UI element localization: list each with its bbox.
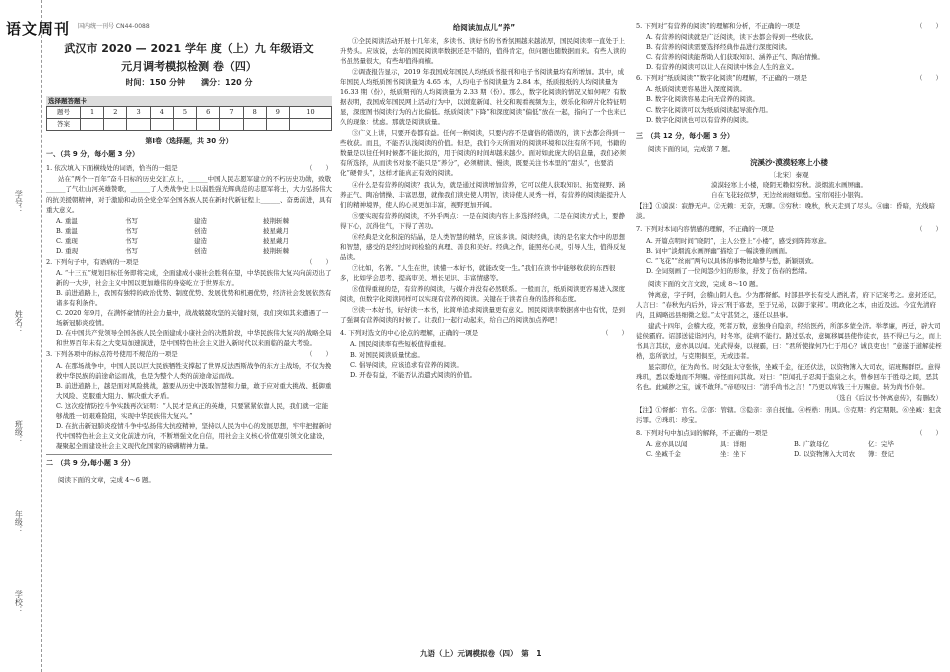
classical-intro: 阅读下面的文言文段，完成 8～10 题。 <box>648 279 763 288</box>
question-8-stem: 8. 下列对句中加点词的解释，不正确的一项是 <box>636 428 768 437</box>
question-7-stem: 7. 下列对本词内容情感的理解，不正确的一项是 <box>636 225 775 234</box>
section-2-heading: 二 （共 9 分,每小题 3 分） <box>46 459 135 468</box>
question-3-stem: 3. 下列各项中的标点符号使用不规范的一项是 <box>46 350 178 359</box>
classical-para: 钟离意，字子阿，会稽山阴人也。少为郡督邮。时部县亭长有受人酒礼者，府下记案考之。意封还记，人言曰：“春秋先内后外，诗云‘刑于寡妻，至于兄弟，以御于家邦’。明政化之本，由近及远。今宜先清府内，且阔略远县细微之愆。”太守甚贤之，遂任以县事。 <box>636 290 941 319</box>
answer-table-number: 2 <box>104 106 127 118</box>
question-6 <box>636 73 942 83</box>
poem-intro: 阅读下面的词，完成第 7 题。 <box>648 145 735 154</box>
q6-option-b: B. 数字化阅读容易走向无营养的阅读。 <box>646 95 759 104</box>
q2-option-c: C. 2020 年9月，在满怀豪情的社会力量中，战战兢兢攻坚的关键时刻，我们突如其来遭遇了一场新冠肺炎疫情。 <box>56 309 329 328</box>
answer-paren: （ ） <box>916 225 942 234</box>
q1-option-c-w4: 披星戴月 <box>263 236 289 245</box>
q1-option-b-w1: B. 重温 <box>56 226 78 235</box>
answer-table-number: 7 <box>220 106 243 118</box>
q8-option-d: D. 以资物簿入大司农 <box>794 449 856 458</box>
q4-option-c: C. 倡导阅读，应该追求有营养的阅读。 <box>350 360 463 369</box>
classical-para: 建武十四年，会稽大疫，死者万数，意独身自隐亲，经给医药，所部多蒙全济。举孝廉，再迁，辟大司徒侯霸府。诏部送徒诣河内，时冬寒，徒病不能行。路过弘农，意辄移属县使作徒衣，县不得已与之，而上书具言其状，意亦具以闻。光武得奏，以视霸，曰：“君所使掾何乃仁于用心？诚良吏也！”意遂于道解徒桎梏，恣所欲过，与克期俱至，无或违者。 <box>636 322 942 361</box>
question-5 <box>636 21 942 31</box>
exam-title-line1: 武汉市 2020 — 2021 学年 度（上）九 年级语文 <box>64 42 314 55</box>
answer-table-number: 6 <box>197 106 220 118</box>
answer-table-caption: 选择题答题卡 <box>46 96 332 106</box>
poem-line: 自在飞花轻似梦，无边丝雨细如愁。宝帘闲挂小银钩。 <box>711 191 867 200</box>
answer-cell[interactable] <box>81 118 104 130</box>
article-para: ⑨读一本好书，好好读一本书，比简单追求阅读量更有意义。国民阅读率数据喜中也有忧，是到了强调有营养阅读的时候了。让我们一起行动起来，给自己的阅读加点养吧！ <box>340 306 625 325</box>
q1-option-a-w2: 书写 <box>125 216 138 225</box>
column-3 <box>636 20 942 459</box>
q8-option-c-gloss: 坐：坐下 <box>720 449 746 458</box>
q2-option-b: B. 前进道路上，我国有独特的政治优势、制度优势、发展优势和机遇优势，经济社会发展依然有诸多有利条件。 <box>56 289 332 308</box>
q2-option-a: A. “十三五”规划目标任务即将完成，全面建成小康社会胜利在望，中华民族伟大复兴向前迈出了新的一大步，社会主义中国以更加雄伟的身姿屹立于世界东方。 <box>56 268 332 288</box>
answer-table-number: 9 <box>266 106 289 118</box>
article-para: ④什么是有营养的阅读？我认为，就是通过阅读增加营养，它可以使人获取知识、拓宽视野、涵养正气、陶冶情操、丰富思想，就像我们读史使人明智，读诗使人灵秀一样，有营养的阅读能提升人们的精神境界，使人的心灵更加丰富，视野更加开阔。 <box>340 180 626 209</box>
q8-option-a: A. 意亦具以闻 <box>646 439 688 448</box>
question-4 <box>340 328 628 338</box>
answer-cell[interactable] <box>289 118 331 130</box>
volume-1-heading: 第Ⅰ卷（选择题，共 30 分） <box>145 136 233 145</box>
q1-option-b-w4: 披星戴月 <box>263 226 289 235</box>
q7-option-a: A. 开篇点明时间“晓阴”，主人公登上“小楼”，感受到阵阵寒意。 <box>646 236 831 245</box>
answer-paren: （ ） <box>916 22 942 30</box>
q8-option-c: C. 坐臧千金 <box>646 449 681 458</box>
section-3-heading: 三 （共 12 分，每小题 3 分） <box>636 131 734 140</box>
question-2-stem: 2. 下列句子中，有语病的一项是 <box>46 257 139 266</box>
binding-margin <box>0 0 42 672</box>
answer-cell[interactable] <box>197 118 220 130</box>
classical-note: 【注】①督邮：官名。②部：管辖。③隐亲：亲自抚恤。④桎梏：刑具。⑤克期：约定期限。⑥坐臧：犯贪污罪。⑦珠玑：珍宝。 <box>636 405 942 424</box>
q1-option-b-w3: 创造 <box>194 226 207 235</box>
answer-paren: （ ） <box>916 74 942 83</box>
poem-line: 漠漠轻寒上小楼，晓阴无赖似穷秋。淡烟流水画屏幽。 <box>711 181 867 190</box>
q7-option-c: C. “飞花”“丝雨”两句以具体的事物比喻梦与愁，新颖别致。 <box>646 256 818 265</box>
exam-title-line2: 元月调考模拟检测 卷（四） <box>121 59 257 73</box>
answer-cell[interactable] <box>150 118 173 130</box>
answer-cell[interactable] <box>266 118 289 130</box>
answer-table-number: 5 <box>173 106 196 118</box>
exam-meta: 时间：150 分钟 满分：120 分 <box>125 78 253 88</box>
q3-option-c: C. 这次疫情防控斗争实践再次证明：“人民才是真正的英雄，只要紧紧依靠人民，我们就一定能够战胜一切艰难险阻，实现中华民族伟大复兴。” <box>56 401 329 420</box>
page-footer: 九语（上）元调模拟卷（四） 第 1 <box>420 649 542 658</box>
class-label: 班级： <box>14 420 24 444</box>
question-1-passage: 站在“两个一百年”奋斗目标的历史交汇点上，______中国人民志愿军建立的不朽历史功勋，致敬______了气壮山河英雄赞歌，______了人类战争史上以弱胜强光辉典范的志愿军将士，大力弘扬伟大的抗美援朝精神，对于激励和动员全党全军全国各族人民在新时代新征程上______、奋勇前进，具有重大意义。 <box>46 175 332 214</box>
classical-para: 显宗即位，征为尚书。时交阯太守张恢，坐臧千金，征还伏法，以资物簿入大司农，诏班赐群臣。意得珠玑，悉以委地而不拜赐。帝怪而问其故。对曰：“臣闻孔子忍渴于盗泉之水，曾参回车于胜母之闾，恶其名也。此臧秽之宝，诚不敢拜。”帝嗟叹曰：“清乎尚书之言！”乃更以库钱三十万赐意。转为尚书仆射。 <box>636 363 941 392</box>
question-5-stem: 5. 下列对“有营养的阅读”的理解和分析，不正确的一项是 <box>636 22 801 30</box>
q1-option-d-w1: D. 重现 <box>56 246 79 255</box>
q8-option-b-gloss: 亿：完毕 <box>868 439 894 448</box>
answer-cell[interactable] <box>173 118 196 130</box>
q5-option-b: B. 有营养的阅读需要选择经典作品进行深度阅读。 <box>646 43 792 52</box>
question-1-stem: 1. 依次填入下面横线处的词语，恰当的一组是 <box>46 164 178 173</box>
q2-option-d: D. 在中国共产党领导全国各族人民全面建成小康社会的决胜阶段，中华民族伟大复兴的战略全局和世界百年未有之大变局加速演进，是中国特色社会主义进入新时代以来面临的最大考验。 <box>56 329 332 348</box>
question-8 <box>636 428 942 438</box>
poem-author: 〔北宋〕秦观 <box>769 171 809 180</box>
q3-option-d: D. 在抗击新冠肺炎疫情斗争中弘扬伟大抗疫精神，坚持以人民为中心的发展思想，牢牢把握新时代中国特色社会主义文化前进方向，不断增强文化自信，用社会主义核心价值观引领文化建设，凝聚起全面建设社会主义现代化国家的磅礴精神力量。 <box>56 421 332 451</box>
q1-option-c-w1: C. 重现 <box>56 236 78 245</box>
q6-option-c: C. 数字化阅读可以为纸质阅读起导流作用。 <box>646 105 772 114</box>
question-7 <box>636 224 942 234</box>
q7-option-b: B. 词中“淡烟流水画屏幽”描绘了一幅淡雅的画面。 <box>646 246 792 255</box>
grade-label: 年级： <box>14 510 24 534</box>
article-para: ①全民阅读活动开展十几年来，多读书、读好书的书香氛围越来越浓厚，国民阅读率一直处于上升势头。应该说，去年的国民阅读率数据还是不错的，值得肯定，但问题也随数据而来。有些人读的书虽然量很大，有些却值得商榷。 <box>340 36 626 65</box>
answer-cell[interactable] <box>104 118 127 130</box>
name-label: 姓名： <box>14 310 24 334</box>
school-label: 学校： <box>14 590 24 614</box>
q1-option-a-w3: 建造 <box>194 216 207 225</box>
article-para: ⑤要实现有营养的阅读，不外乎两点：一是在阅读内容上多选择经典，二是在阅读方式上，要静得下心，沉得住气，下得了苦功。 <box>340 211 625 230</box>
answer-cell[interactable] <box>243 118 266 130</box>
q1-option-d-w4: 披荆斩棘 <box>263 246 289 255</box>
q4-option-d: D. 开卷有益，不能否认消遣式阅读的价值。 <box>350 370 477 379</box>
answer-paren: （ ） <box>306 257 332 266</box>
answer-paren: （ ） <box>916 428 942 437</box>
q6-option-a: A. 纸质阅读更容易进入深度阅读。 <box>646 85 746 94</box>
answer-paren: （ ） <box>306 350 332 359</box>
column-2 <box>340 20 628 380</box>
q1-option-d-w3: 创造 <box>194 246 207 255</box>
answer-table-number: 8 <box>243 106 266 118</box>
q1-option-c-w3: 建造 <box>194 236 207 245</box>
q4-option-a: A. 国民阅读率有些短板值得重视。 <box>350 340 450 349</box>
q4-option-b: B. 对国民阅读质量忧虑。 <box>350 350 424 359</box>
answer-table-number: 4 <box>150 106 173 118</box>
article-para: ⑦比如，名著。“人生在世，读懂一本好书，就能改变一生。”我们在读书中能够收获的东西很多，比如学会思考、提高审美、增长见识、丰富情感等。 <box>340 264 616 283</box>
poem-title: 浣溪沙·漠漠轻寒上小楼 <box>750 157 828 167</box>
q5-option-d: D. 有营养的阅读可以让人在阅读中体会人生的意义。 <box>646 63 799 72</box>
answer-table-row-label: 题号 <box>47 106 81 118</box>
section-1-heading: 一、（共 9 分，每小题 3 分） <box>46 150 139 159</box>
q1-option-d-w2: 书写 <box>125 246 138 255</box>
answer-cell[interactable] <box>220 118 243 130</box>
article-para: ②调查报告显示，2019 年我国成年国民人均纸质书报刊和电子书阅读量均有所增加。其中，成年国民人均纸质图书阅读量为 4.65 本，人均电子书阅读量为 2.84 本，纸质报纸的人均阅读量为 16.33 期（份），纸质期刊的人均阅读量为 2.33 期（份）。那么，数字化阅读的情况又如何呢？有数据表明，我国成年国民网上活动行为中，以浏览新闻、社交和观看视频为主，娱乐化和碎片化特征明显，深度图书阅读行为的占比偏低。纸质阅读“下降”和深度阅读“偏低”放在一起，指向了一个也来已久的现象：忧虑。那就是阅读质量。 <box>340 67 627 127</box>
article-title: 给阅读加点儿“养” <box>452 23 516 32</box>
question-6-stem: 6. 下列对“纸质阅读”“数字化阅读”的理解，不正确的一项是 <box>636 74 808 83</box>
q7-option-d: D. 全词刻画了一位闺怨少妇的形象，抒发了伤春的愁绪。 <box>646 266 812 275</box>
q5-option-c: C. 有营养的阅读能帮助人们获取知识、涵养正气、陶冶情操。 <box>646 53 824 62</box>
answer-paren: （ ） <box>602 329 628 338</box>
q3-option-b: B. 前进道路上，越是面对风险挑战，越要从历史中汲取智慧和力量，敢于应对重大挑战、抵御重大风险、克服重大阻力、解决重大矛盾。 <box>56 381 332 400</box>
answer-table-number: 3 <box>127 106 150 118</box>
q8-options <box>646 439 942 459</box>
question-4-stem: 4. 下列对选文的中心论点的理解，正确的一项是 <box>340 329 479 338</box>
q1-option-a-w4: 披荆斩棘 <box>263 216 289 225</box>
q1-option-a-w1: A. 重温 <box>56 216 78 225</box>
question-3 <box>46 349 332 359</box>
q3-option-a: A. 在那场战争中，中国人民以巨大民族牺牲支撑起了世界反法西斯战争的东方主战场，不仅为挽救中华民族的前途命运而战，也是为整个人类的前途命运而战。 <box>56 361 332 380</box>
q1-option-b-w2: 书写 <box>125 226 138 235</box>
q1-options <box>56 216 332 256</box>
q8-option-d-gloss: 簿：登记 <box>868 449 894 458</box>
brand-logo: 语文周刊 <box>6 20 71 38</box>
answer-table-number: 1 <box>81 106 104 118</box>
article-para: ③广义上讲，只要开卷都有益。任何一种阅读，只要内容不是庸俗的错误的，读下去都会得到一些收获。而且，不能否认浅阅读的价值。但是，我们今天所面对的阅读环境和以往有所不同，书籍的数量是以往任何时候都不能比拟的，用于阅读的时间却越来越少。面对如此庞大的信息量，我们必须有所选择，从而读书对象不能只是“养分”，必须精读、慢读，既要关注书本里的“甜头”，也要消化“硬骨头”，这样才能真正有效的阅读。 <box>340 129 626 178</box>
divider <box>46 454 332 455</box>
article-para: ⑧值得重视的是，有营养的阅读，与媒介并没有必然联系。一般而言，纸质阅读更容易进入深度阅读，但数字化阅读同样可以实现有营养的阅读。关键在于读者自身的选择和态度。 <box>340 285 625 304</box>
q1-option-c-w2: 书写 <box>125 236 138 245</box>
answer-paren: （ ） <box>306 164 332 173</box>
question-1 <box>46 163 332 173</box>
brand-issn: 国内统一刊号 CN44-0088 <box>78 23 150 30</box>
q8-option-a-gloss: 具：详细 <box>720 439 746 448</box>
answer-table <box>46 106 332 131</box>
column-1 <box>46 40 332 486</box>
article-para: ⑥经典是文化积淀的结晶，是人类智慧的精华，应该多读。阅读经典，读的是名家大作中的思想和智慧，感受的是经过时间检验的真理、善良和美好。经典之作，能照亮心灵，引导人生，值得反复品读。 <box>340 232 626 261</box>
q5-option-a: A. 有营养的阅读就是广泛阅读，读下去都会得到一些收获。 <box>646 33 818 42</box>
student-id-label: 学号： <box>14 190 24 214</box>
q8-option-b: B. 广敦母亿 <box>794 439 829 448</box>
classical-source: （选自《后汉书·钟离意传》，有删改） <box>832 394 942 403</box>
answer-table-number: 10 <box>289 106 331 118</box>
reading-intro: 阅读下面的文章，完成 4～6 题。 <box>58 475 155 484</box>
question-2 <box>46 257 332 267</box>
poem-note: 【注】①漠漠：寂静无声。②无赖：无奈，无聊。③穷秋：晚秋，秋天走到了尽头。④幽：昏暗，光线暗淡。 <box>636 202 935 221</box>
answer-cell[interactable] <box>127 118 150 130</box>
q6-option-d: D. 数字化阅读也可以有营养的阅读。 <box>646 115 753 124</box>
answer-table-row-label: 答案 <box>47 118 81 130</box>
